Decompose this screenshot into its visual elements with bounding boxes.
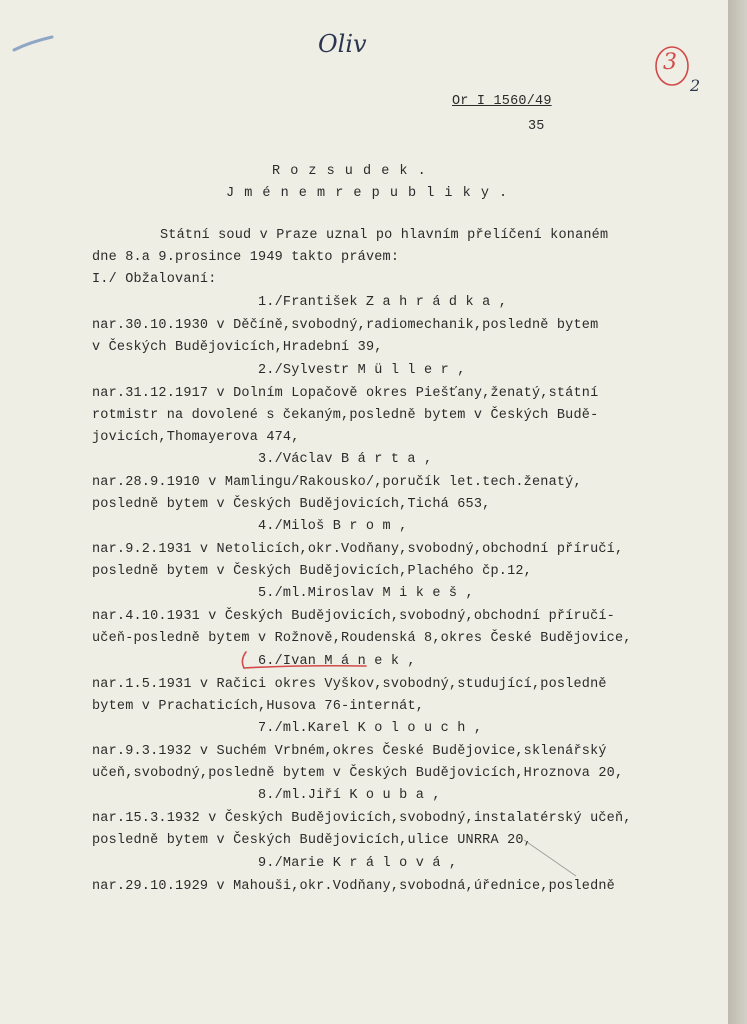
- defendant-name: 3./Václav B á r t a ,: [258, 452, 433, 467]
- circled-number: 3: [663, 50, 677, 75]
- defendant-detail: nar.30.10.1930 v Děčíně,svobodný,radiomechanik,posledně bytem: [92, 318, 599, 333]
- defendant-detail: nar.28.9.1910 v Mamlingu/Rakousko/,poručík let.tech.ženatý,: [92, 475, 582, 490]
- defendant-detail: v Českých Budějovicích,Hradební 39,: [92, 340, 383, 355]
- defendant-detail: posledně bytem v Českých Budějovicích,ulice UNRRA 20,: [92, 833, 532, 848]
- defendant-detail: nar.9.3.1932 v Suchém Vrbném,okres České Budějovice,sklenářský: [92, 744, 607, 759]
- document-subtitle: J m é n e m r e p u b l i k y .: [226, 186, 509, 201]
- handwritten-note: Oliv: [318, 30, 367, 58]
- defendant-detail: nar.31.12.1917 v Dolním Lopačově okres Piešťany,ženatý,státní: [92, 386, 599, 401]
- red-underline-mark: [238, 648, 370, 674]
- defendant-name: 4./Miloš B r o m ,: [258, 519, 408, 534]
- defendant-name: 1./František Z a h r á d k a ,: [258, 295, 508, 310]
- defendant-name: 6./Ivan M á n e k ,: [258, 654, 416, 669]
- defendant-detail: učeň-posledně bytem v Rožnově,Roudenská 8,okres České Budějovice,: [92, 631, 632, 646]
- corner-mark: 2: [690, 76, 701, 95]
- defendant-detail: učeň,svobodný,posledně bytem v Českých Budějovicích,Hroznova 20,: [92, 766, 624, 781]
- defendant-name: 5./ml.Miroslav M i k e š ,: [258, 586, 474, 601]
- defendant-detail: nar.29.10.1929 v Mahouši,okr.Vodňany,svobodná,úřednice,posledně: [92, 879, 615, 894]
- defendant-detail: nar.4.10.1931 v Českých Budějovicích,svobodný,obchodní příručí-: [92, 609, 615, 624]
- defendant-detail: posledně bytem v Českých Budějovicích,Plachého čp.12,: [92, 564, 532, 579]
- page-edge: [728, 0, 747, 1024]
- defendant-detail: posledně bytem v Českých Budějovicích,Tichá 653,: [92, 497, 491, 512]
- defendant-detail: nar.9.2.1931 v Netolicích,okr.Vodňany,svobodný,obchodní příručí,: [92, 542, 624, 557]
- defendant-detail: jovicích,Thomayerova 474,: [92, 430, 300, 445]
- file-reference: Or I 1560/49: [452, 94, 552, 109]
- page-number: 35: [528, 119, 545, 134]
- pencil-stroke-mark: [12, 34, 54, 54]
- defendant-name: 8./ml.Jiří K o u b a ,: [258, 788, 441, 803]
- defendant-name: 7./ml.Karel K o l o u c h ,: [258, 721, 483, 736]
- defendant-name: 9./Marie K r á l o v á ,: [258, 856, 458, 871]
- defendant-detail: bytem v Prachaticích,Husova 76-internát,: [92, 699, 425, 714]
- pencil-flick-mark: [520, 836, 580, 880]
- section-label: I./ Obžalovaní:: [92, 272, 217, 287]
- defendant-name: 2./Sylvestr M ü l l e r ,: [258, 363, 466, 378]
- defendant-detail: rotmistr na dovolené s čekaným,posledně bytem v Českých Budě-: [92, 408, 599, 423]
- intro-line: dne 8.a 9.prosince 1949 takto právem:: [92, 250, 400, 265]
- document-title: R o z s u d e k .: [272, 164, 427, 179]
- intro-line: Státní soud v Praze uznal po hlavním přelíčení konaném: [160, 228, 609, 243]
- defendant-detail: nar.1.5.1931 v Račici okres Vyškov,svobodný,studující,posledně: [92, 677, 607, 692]
- defendant-detail: nar.15.3.1932 v Českých Budějovicích,svobodný,instalatérský učeň,: [92, 811, 632, 826]
